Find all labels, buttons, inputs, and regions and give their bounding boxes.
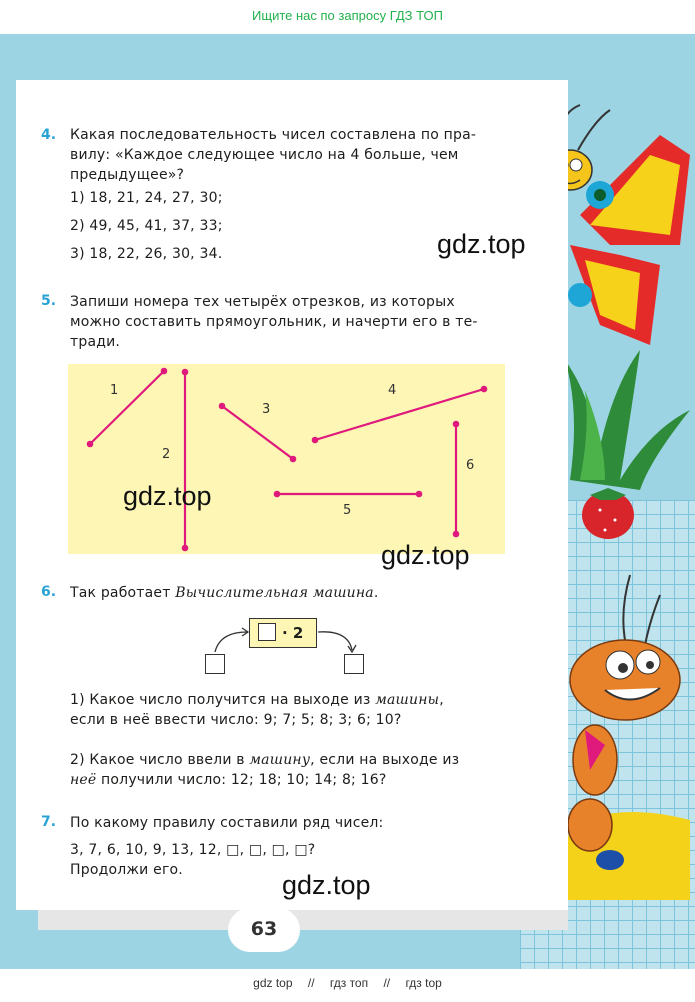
machine-output-box bbox=[344, 654, 364, 674]
segment-label-2: 2 bbox=[162, 447, 171, 462]
segments-drawing bbox=[68, 364, 505, 554]
segment-label-1: 1 bbox=[110, 383, 119, 398]
watermark: gdz.top bbox=[123, 481, 212, 511]
banner-text: Ищите нас по запросу ГДЗ ТОП bbox=[252, 8, 443, 23]
task-7-number: 7. bbox=[41, 814, 57, 830]
task-5-text-line: можно составить прямоугольник, и начерти его в те- bbox=[70, 314, 478, 330]
watermark: gdz.top bbox=[282, 870, 371, 900]
task-6-question-1 bbox=[70, 690, 444, 710]
task-7-sequence: 3, 7, 6, 10, 9, 13, 12, □, □, □, □? bbox=[70, 842, 316, 858]
task-6-q2-italic: машину bbox=[249, 752, 311, 768]
footer-link[interactable]: гдз top bbox=[405, 976, 442, 990]
task-6-number: 6. bbox=[41, 584, 57, 600]
segment-1 bbox=[90, 371, 164, 444]
page-edge bbox=[38, 910, 568, 930]
footer-link[interactable]: gdz top bbox=[253, 976, 293, 990]
machine-box bbox=[249, 618, 317, 648]
segment-3 bbox=[222, 406, 293, 459]
watermark: gdz.top bbox=[437, 229, 526, 259]
top-banner bbox=[0, 0, 695, 34]
segment-label-3: 3 bbox=[262, 402, 271, 417]
task-4-text-line: предыдущее»? bbox=[70, 167, 185, 183]
page-number-badge bbox=[228, 908, 300, 952]
task-7-text-line: Продолжи его. bbox=[70, 862, 183, 878]
segment-label-4: 4 bbox=[388, 383, 397, 398]
task-5-number: 5. bbox=[41, 293, 57, 309]
grass-strawberry-illustration bbox=[560, 350, 695, 550]
task-5-text-line: тради. bbox=[70, 334, 121, 350]
task-4-option: 1) 18, 21, 24, 27, 30; bbox=[70, 190, 223, 206]
task-7-text-line: По какому правилу составили ряд чисел: bbox=[70, 815, 384, 831]
machine-input-square bbox=[258, 623, 276, 641]
watermark: gdz.top bbox=[381, 540, 470, 570]
task-4-text-line: Какая последовательность чисел составлена по пра- bbox=[70, 127, 477, 143]
task-6-q1-text: 1) Какое число получится на выходе из bbox=[70, 692, 371, 708]
task-4-option: 2) 49, 45, 41, 37, 33; bbox=[70, 218, 223, 234]
task-6-q1-end: , bbox=[439, 692, 444, 708]
task-6-q2-text-2: получили число: 12; 18; 10; 14; 8; 16? bbox=[96, 772, 387, 788]
task-6-intro-italic: Вычислительная машина bbox=[175, 585, 374, 601]
machine-operation: · 2 bbox=[282, 624, 304, 642]
task-6-q2-end: , если на выходе из bbox=[310, 752, 460, 768]
task-6-intro-text: Так работает bbox=[70, 585, 171, 601]
task-6-intro-end: . bbox=[373, 585, 379, 601]
segment-label-5: 5 bbox=[343, 503, 352, 518]
task-6-intro bbox=[70, 583, 379, 603]
task-4-number: 4. bbox=[41, 127, 57, 143]
page-number: 63 bbox=[250, 918, 278, 940]
segment-4 bbox=[315, 389, 484, 440]
machine-input-box bbox=[205, 654, 225, 674]
task-6-question-2 bbox=[70, 750, 459, 770]
segment-label-6: 6 bbox=[466, 458, 475, 473]
task-6-q1-italic: машины bbox=[375, 692, 440, 708]
task-4-text-line: вилу: «Каждое следующее число на 4 больше, чем bbox=[70, 147, 459, 163]
task-6-q2-italic-2: неё bbox=[70, 772, 97, 788]
footer-link[interactable]: гдз топ bbox=[329, 976, 369, 990]
task-6-question-2-cont bbox=[70, 770, 386, 790]
footer-separator: // bbox=[383, 976, 391, 990]
task-4-option: 3) 18, 22, 26, 30, 34. bbox=[70, 246, 223, 262]
task-6-question-1-cont: если в неё ввести число: 9; 7; 5; 8; 3; 6; 10? bbox=[70, 712, 402, 728]
task-6-q2-text: 2) Какое число ввели в bbox=[70, 752, 245, 768]
footer-links bbox=[0, 976, 695, 990]
footer-separator: // bbox=[307, 976, 315, 990]
task-5-text-line: Запиши номера тех четырёх отрезков, из которых bbox=[70, 294, 455, 310]
